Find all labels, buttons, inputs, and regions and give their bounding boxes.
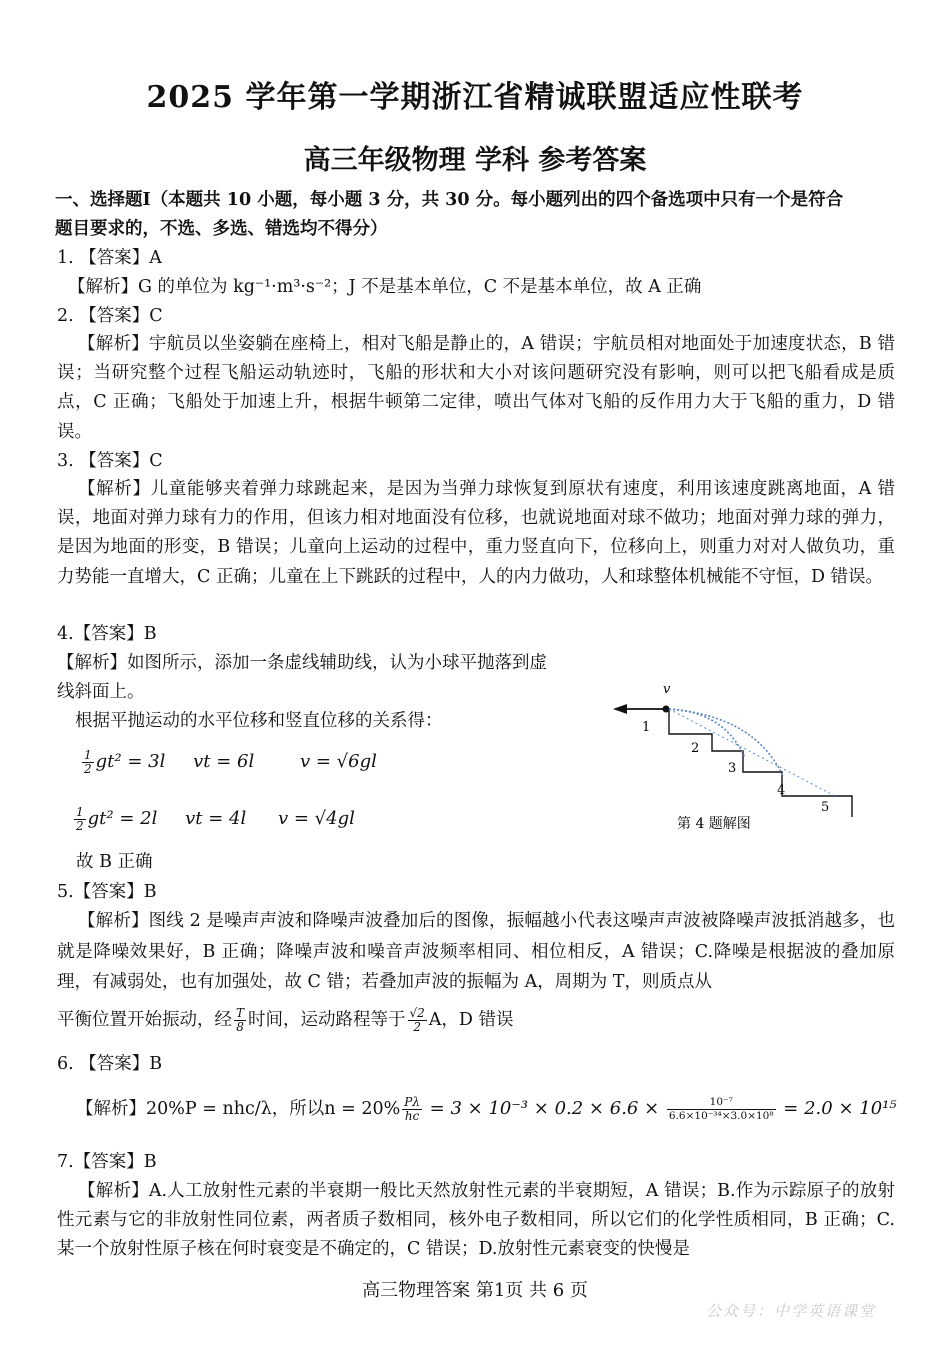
q1-analysis: 【解析】G 的单位为 kg⁻¹·m³·s⁻²；J 不是基本单位，C 不是基本单位，故 A 正确 xyxy=(68,277,702,297)
half-fraction: $\frac{1}{2}$ xyxy=(76,804,84,833)
q6-analysis: 【解析】20%P = nhc/λ，所以n = 20% $\frac{P\lambda}{hc}$ = 3 × 10⁻³ × 0.2 × 6.6 × $\frac{\text{10⁻⁷}}{\text{6.6×10⁻³⁴×3.0×10⁸}}$ = 2.0 × 10¹⁵ xyxy=(76,1095,897,1123)
q4-answer: 4.【答案】B xyxy=(57,624,157,644)
fraction-T-8: $\frac{T}{8}$ xyxy=(236,1006,245,1034)
q4-analysis-line2: 线斜面上。 xyxy=(57,682,145,702)
q4-equation-row1: $\frac{1}{2}$ gt² = 3l vt = 6l v = √6gl xyxy=(84,747,377,776)
step-label-2: 2 xyxy=(691,741,700,756)
section-heading-line1: 一、选择题Ⅰ（本题共 10 小题，每小题 3 分，共 30 分。每小题列出的四个备选项中只有一个是符合 xyxy=(55,190,844,210)
q3-answer: 3. 【答案】C xyxy=(57,451,163,471)
step-label-1: 1 xyxy=(642,720,651,735)
half-fraction: $\frac{1}{2}$ xyxy=(84,747,92,776)
step-label-5: 5 xyxy=(821,800,830,815)
exam-subtitle: 高三年级物理 学科 参考答案 xyxy=(303,145,647,176)
q4-relation: 根据平抛运动的水平位移和竖直位移的关系得： xyxy=(75,711,443,731)
q5-answer: 5.【答案】B xyxy=(57,882,157,902)
q4-conclusion: 故 B 正确 xyxy=(76,852,153,872)
q7-answer: 7.【答案】B xyxy=(57,1152,157,1172)
step-label-3: 3 xyxy=(728,761,737,776)
fraction-root2-2: $\frac{√2}{2}$ xyxy=(409,1006,425,1034)
figure-caption: 第 4 题解图 xyxy=(677,816,751,832)
q2-analysis: 【解析】宇航员以坐姿躺在座椅上，相对飞船是静止的，A 错误；宇航员相对地面处于加速度状态，B 错误；当研究整个过程飞船运动轨迹时，飞船的形状和大小对该问题研究没有影响，则可以把飞船看成是质点，C 正确；飞船处于加速上升，根据牛顿第二定律，喷出气体对飞船的反作用力大于飞船的重力，D 错误。 xyxy=(57,334,895,442)
q3-analysis: 【解析】儿童能够夹着弹力球跳起来，是因为当弹力球恢复到原状有速度，利用该速度跳离地面，A 错误，地面对弹力球有力的作用，但该力相对地面没有位移，也就说地面对球不做功；地面对弹力球的弹力，是因为地面的形变，B 错误；儿童向上运动的过程中，重力竖直向下，位移向上，则重力对对人做负功，重力势能一直增大，C 正确；儿童在上下跳跃的过程中，人的内力做功，人和球整体机械能不守恒，D 错误。 xyxy=(57,479,895,587)
velocity-label: v xyxy=(663,682,671,697)
trajectory-2 xyxy=(669,709,783,776)
fraction-calc: $\frac{\text{10⁻⁷}}{\text{6.6×10⁻³⁴×3.0×10⁸}}$ xyxy=(668,1096,774,1122)
exam-title: 2025 学年第一学期浙江省精诚联盟适应性联考 xyxy=(146,80,804,115)
fraction-plambda-hc: $\frac{P\lambda}{hc}$ xyxy=(404,1095,420,1123)
q2-answer: 2. 【答案】C xyxy=(57,306,163,326)
page-footer: 高三物理答案 第1页 共 6 页 xyxy=(362,1280,588,1301)
q6-answer: 6. 【答案】B xyxy=(57,1054,163,1074)
q1-answer: 1. 【答案】A xyxy=(57,248,162,268)
q5-analysis: 【解析】图线 2 是噪声声波和降噪声波叠加后的图像，振幅越小代表这噪声声波被降噪声波抵消越多，也就是降噪效果好，B 正确；降噪声波和噪音声波频率相同、相位相反，A 错误；C.降噪是根据波的叠加原理，有减弱处，也有加强处，故 C 错；若叠加声波的振幅为 A，周期为 T，则质点从 xyxy=(57,911,895,992)
q4-analysis-line1: 【解析】如图所示，添加一条虚线辅助线，认为小球平抛落到虚 xyxy=(57,653,547,673)
q4-figure xyxy=(605,676,865,842)
step-label-4: 4 xyxy=(777,783,786,798)
section-heading-line2: 题目要求的，不选、多选、错选均不得分） xyxy=(55,219,388,239)
watermark: 公众号：中学英语课堂 xyxy=(706,1302,877,1320)
q7-analysis: 【解析】A.人工放射性元素的半衰期一般比天然放射性元素的半衰期短，A 错误；B.作为示踪原子的放射性元素与它的非放射性同位素，两者质子数相同，核外电子数相同，所以它们的化学性质相同，B 正确；C.某一个放射性原子核在何时衰变是不确定的，C 错误；D.放射性元素衰变的快慢是 xyxy=(57,1181,895,1260)
q4-equation-row2: $\frac{1}{2}$ gt² = 2l vt = 4l v = √4gl xyxy=(76,804,355,833)
q5-analysis-last-line: 平衡位置开始振动，经 $\frac{T}{8}$ 时间，运动路程等于 $\frac{√2}{2}$ A，D 错误 xyxy=(57,1006,514,1034)
